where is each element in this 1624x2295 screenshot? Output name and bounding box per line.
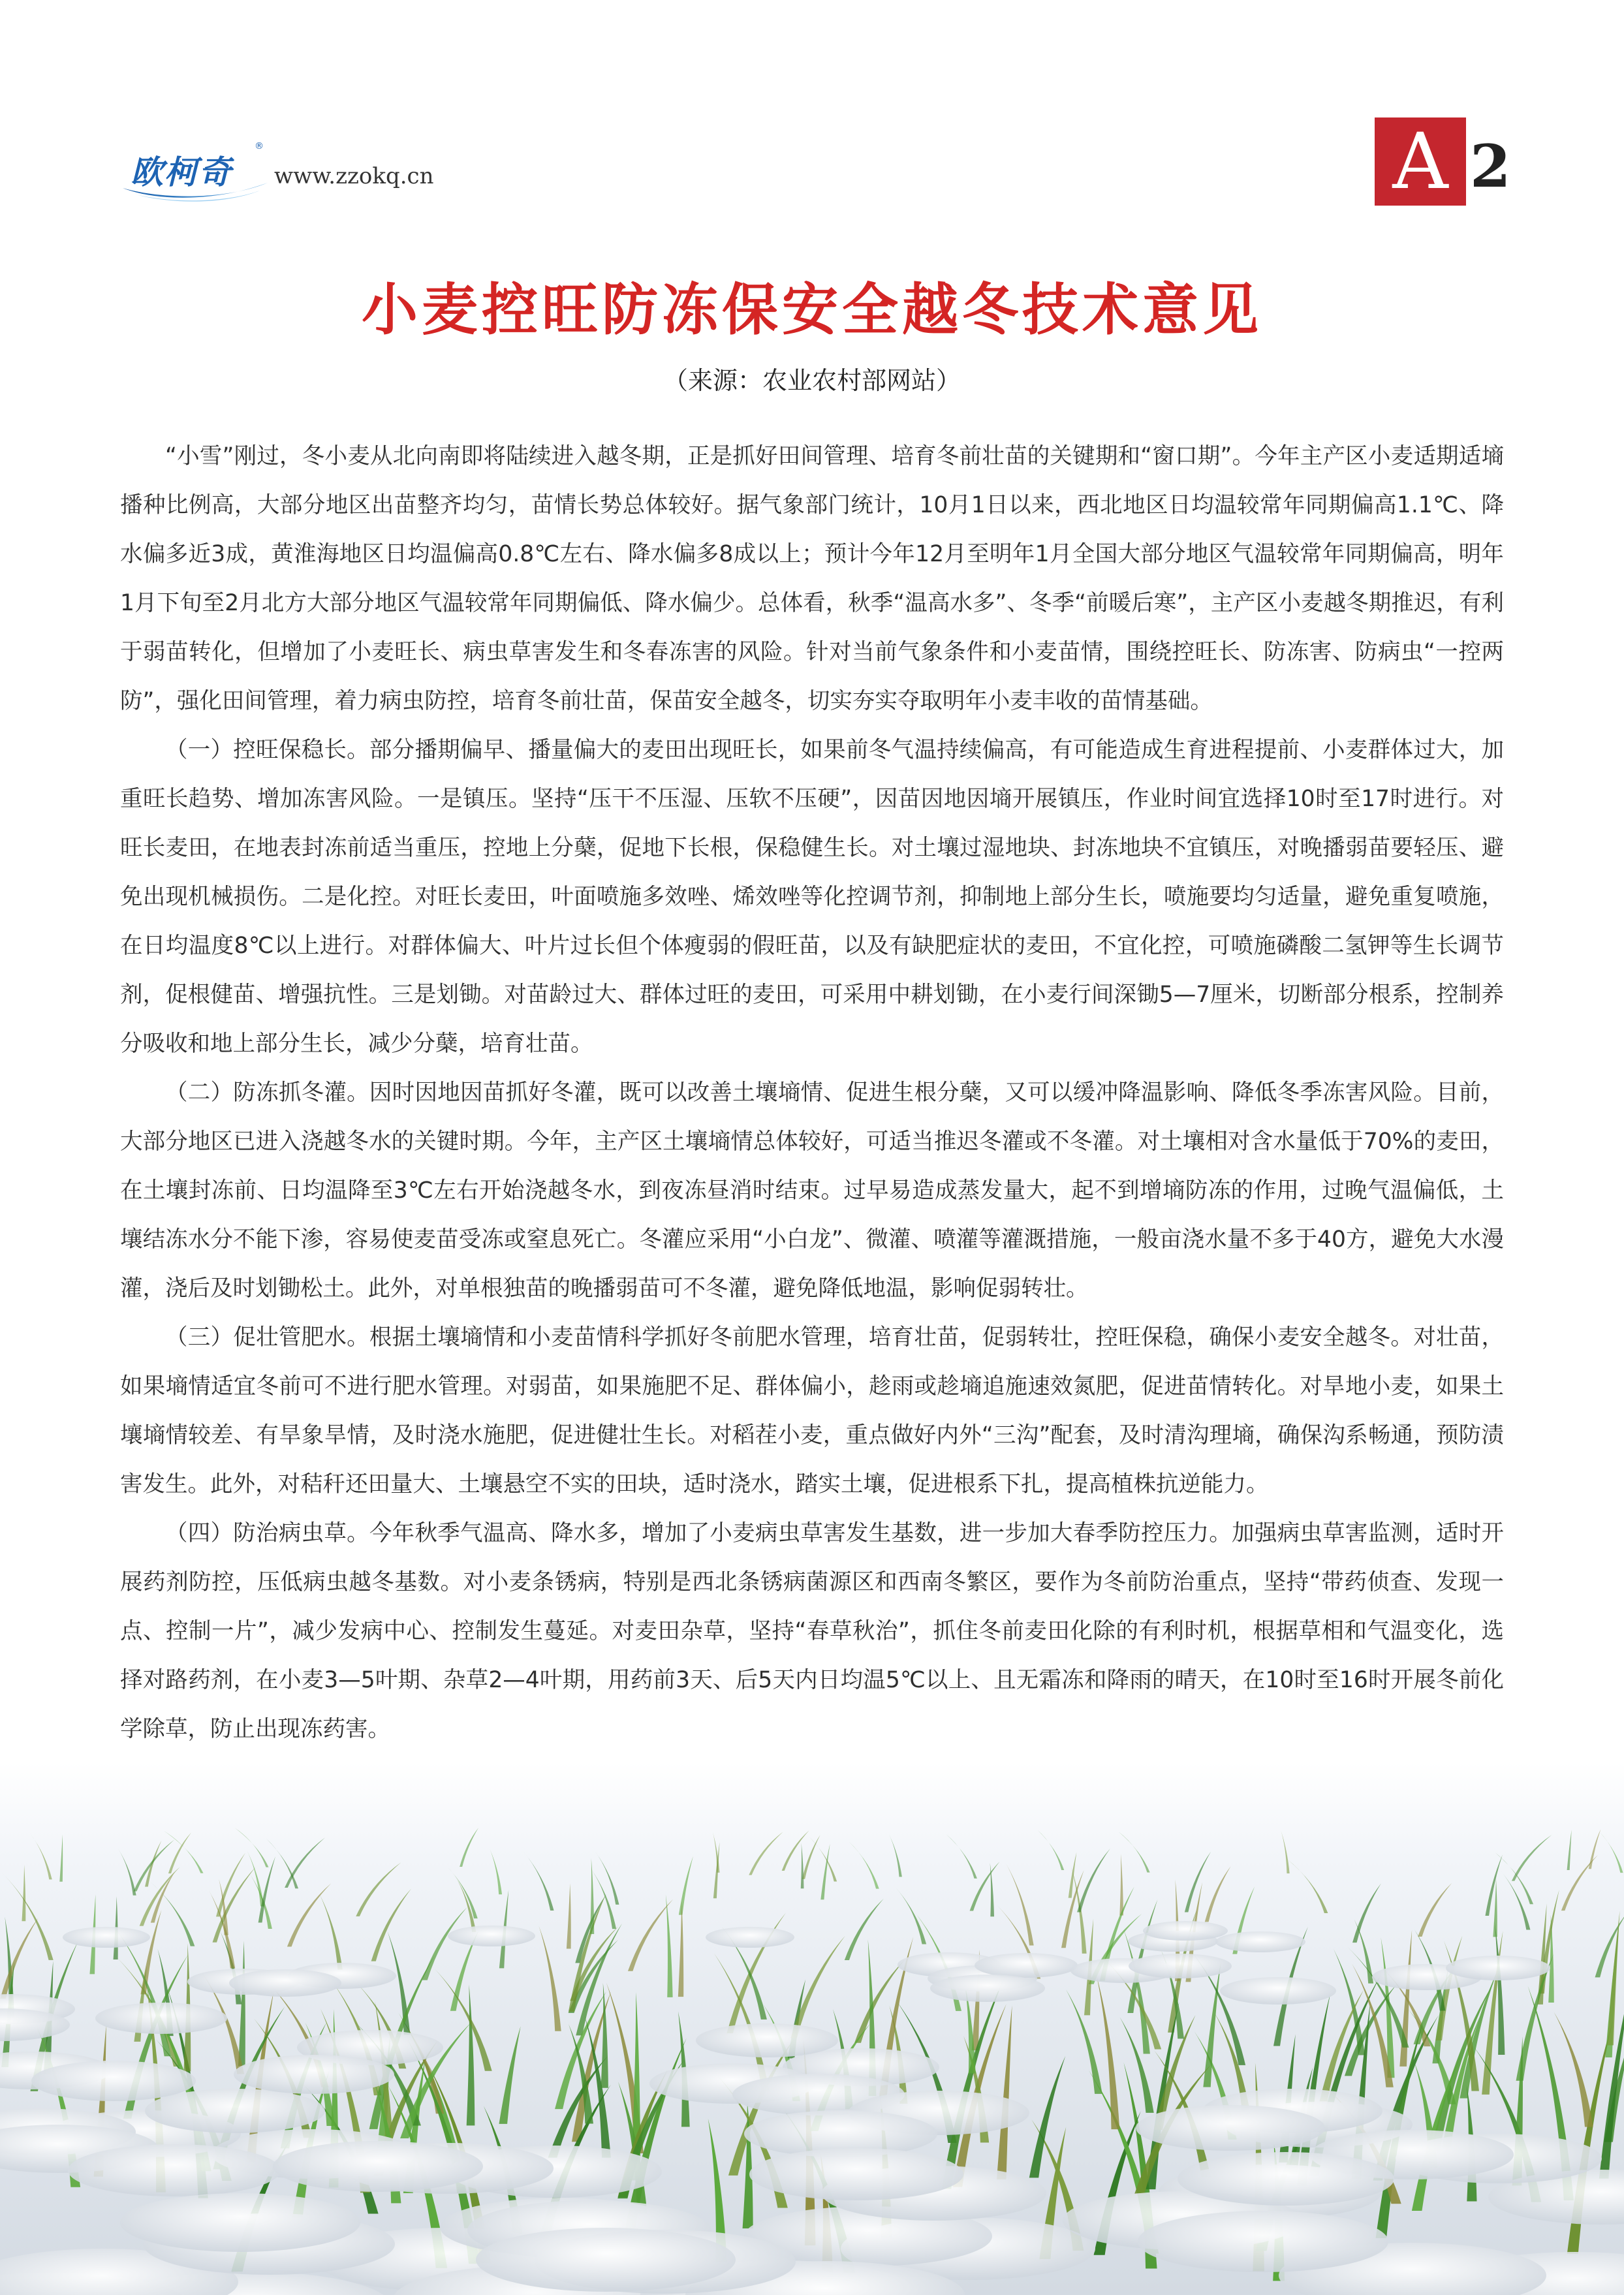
section-letter: A (1375, 117, 1466, 206)
snow-mound (1136, 2105, 1325, 2151)
brand-logo (116, 137, 273, 209)
page-header (0, 0, 1624, 215)
paragraph-section-3: （三）促壮管肥水。根据土壤墒情和小麦苗情科学抓好冬前肥水管理，培育壮苗，促弱转壮，控旺保稳，确保小麦安全越冬。对壮苗，如果墒情适宜冬前可不进行肥水管理。对弱苗，如果施肥不足、群体偏小，趁雨或趁墒追施速效氮肥，促进苗情转化。对旱地小麦，如果土壤墒情较差、有旱象旱情，及时浇水施肥，促进健壮生长。对稻茬小麦，重点做好内外“三沟”配套，及时清沟理墒，确保沟系畅通，预防渍害发生。此外，对秸秆还田量大、土壤悬空不实的田块，适时浇水，踏实土壤，促进根系下扎，提高植株抗逆能力。 (120, 1324, 1504, 1497)
snow-mound (229, 1969, 341, 1997)
snow-mound (476, 2228, 736, 2292)
snow-mound (706, 1927, 794, 1948)
paragraph-section-4: （四）防治病虫草。今年秋季气温高、降水多，增加了小麦病虫草害发生基数，进一步加大春季防控压力。加强病虫草害监测，适时开展药剂防控，压低病虫越冬基数。对小麦条锈病，特别是西北条锈病菌源区和西南冬繁区，要作为冬前防治重点，坚持“带药侦查、发现一点、控制一片”，减少发病中心、控制发生蔓延。对麦田杂草，坚持“春草秋治”，抓住冬前麦田化除的有利时机，根据草相和气温变化，选择对路药剂，在小麦3—5叶期、杂草2—4叶期，用药前3天、后5天内日均温5℃以上、且无霜冻和降雨的晴天，在10时至16时开展冬前化学除草，防止出现冻药害。 (120, 1520, 1504, 1742)
snow-mound (120, 2193, 360, 2252)
snow-mound (63, 1927, 150, 1948)
snow-mound (31, 2061, 196, 2101)
snow-mound (95, 2003, 227, 2034)
paragraph-intro: “小雪”刚过，冬小麦从北向南即将陆续进入越冬期，正是抓好田间管理、培育冬前壮苗的关键期和“窗口期”。今年主产区小麦适期适墒播种比例高，大部分地区出苗整齐均匀，苗情长势总体较好。据气象部门统计，10月1日以来，西北地区日均温较常年同期偏高1.1℃、降水偏多近3成，黄淮海地区日均温偏高0.8℃左右、降水偏多8成以上；预计今年12月至明年1月全国大部分地区气温较常年同期偏高，明年1月下旬至2月北方大部分地区气温较常年同期偏低、降水偏少。总体看，秋季“温高水多”、冬季“前暖后寒”，主产区小麦越冬期推迟，有利于弱苗转化，但增加了小麦旺长、病虫草害发生和冬春冻害的风险。针对当前气象条件和小麦苗情，围绕控旺长、防冻害、防病虫“一控两防”，强化田间管理，着力病虫防控，培育冬前壮苗，保苗安全越冬，切实夯实夺取明年小麦丰收的苗情基础。 (120, 443, 1504, 714)
snow-mound (696, 2023, 838, 2057)
page-number: 2 (1470, 132, 1511, 201)
snow-mound (1138, 2211, 1388, 2272)
snow-mound (1143, 1921, 1228, 1941)
snow-mound (975, 1953, 1078, 1978)
snow-mound (930, 1975, 1045, 2002)
page-number-badge (1375, 117, 1512, 206)
snow-mound (749, 2148, 963, 2200)
article-body (120, 432, 1504, 1754)
logo-wordmark: 欧柯奇 (131, 153, 232, 191)
article-source: （来源：农业农村部网站） (663, 366, 961, 395)
article-title: 小麦控旺防冻保安全越冬技术意见 (362, 277, 1262, 343)
snow-mound (1178, 2152, 1394, 2206)
registered-mark: ® (255, 141, 264, 151)
snow-mound (1215, 1931, 1305, 1952)
paragraph-section-1: （一）控旺保稳长。部分播期偏早、播量偏大的麦田出现旺长，如果前冬气温持续偏高，有可能造成生育进程提前、小麦群体过大，加重旺长趋势、增加冻害风险。一是镇压。坚持“压干不压湿、压软不压硬”，因苗因地因墒开展镇压，作业时间宜选择10时至17时进行。对旺长麦田，在地表封冻前适当重压，控地上分蘖，促地下长根，保稳健生长。对土壤过湿地块、封冻地块不宜镇压，对晚播弱苗要轻压、避免出现机械损伤。二是化控。对旺长麦田，叶面喷施多效唑、烯效唑等化控调节剂，抑制地上部分生长，喷施要均匀适量，避免重复喷施，在日均温度8℃以上进行。对群体偏大、叶片过长但个体瘦弱的假旺苗，以及有缺肥症状的麦田，不宜化控，可喷施磷酸二氢钾等生长调节剂，促根健苗、增强抗性。三是划锄。对苗龄过大、群体过旺的麦田，可采用中耕划锄，在小麦行间深锄5—7厘米，切断部分根系，控制养分吸收和地上部分生长，减少分蘖，培育壮苗。 (120, 737, 1504, 1057)
snow-mound (68, 2144, 281, 2196)
paragraph-section-2: （二）防冻抓冬灌。因时因地因苗抓好冬灌，既可以改善土壤墒情、促进生根分蘖，又可以缓冲降温影响、降低冬季冻害风险。目前，大部分地区已进入浇越冬水的关键时期。今年，主产区土壤墒情总体较好，可适当推迟冬灌或不冬灌。对土壤相对含水量低于70%的麦田，在土壤封冻前、日均温降至3℃左右开始浇越冬水，到夜冻昼消时结束。过早易造成蒸发量大，起不到增墒防冻的作用，过晚气温偏低，土壤结冻水分不能下渗，容易使麦苗受冻或窒息死亡。冬灌应采用“小白龙”、微灌、喷灌等灌溉措施，一般亩浇水量不多于40方，避免大水漫灌，浇后及时划锄松土。此外，对单根独苗的晚播弱苗可不冬灌，避免降低地温，影响促弱转壮。 (120, 1080, 1504, 1302)
snow-mound (1129, 1954, 1232, 1978)
snow-mound (234, 2055, 394, 2094)
site-url: www.zzokq.cn (274, 163, 434, 189)
snow-mound (273, 2141, 483, 2192)
snow-mound (145, 2089, 325, 2133)
snow-mound (1220, 1977, 1336, 2005)
snow-wheat-photo (0, 1762, 1624, 2295)
snow-mound (1446, 1956, 1550, 1980)
snow-mound (448, 1926, 535, 1946)
